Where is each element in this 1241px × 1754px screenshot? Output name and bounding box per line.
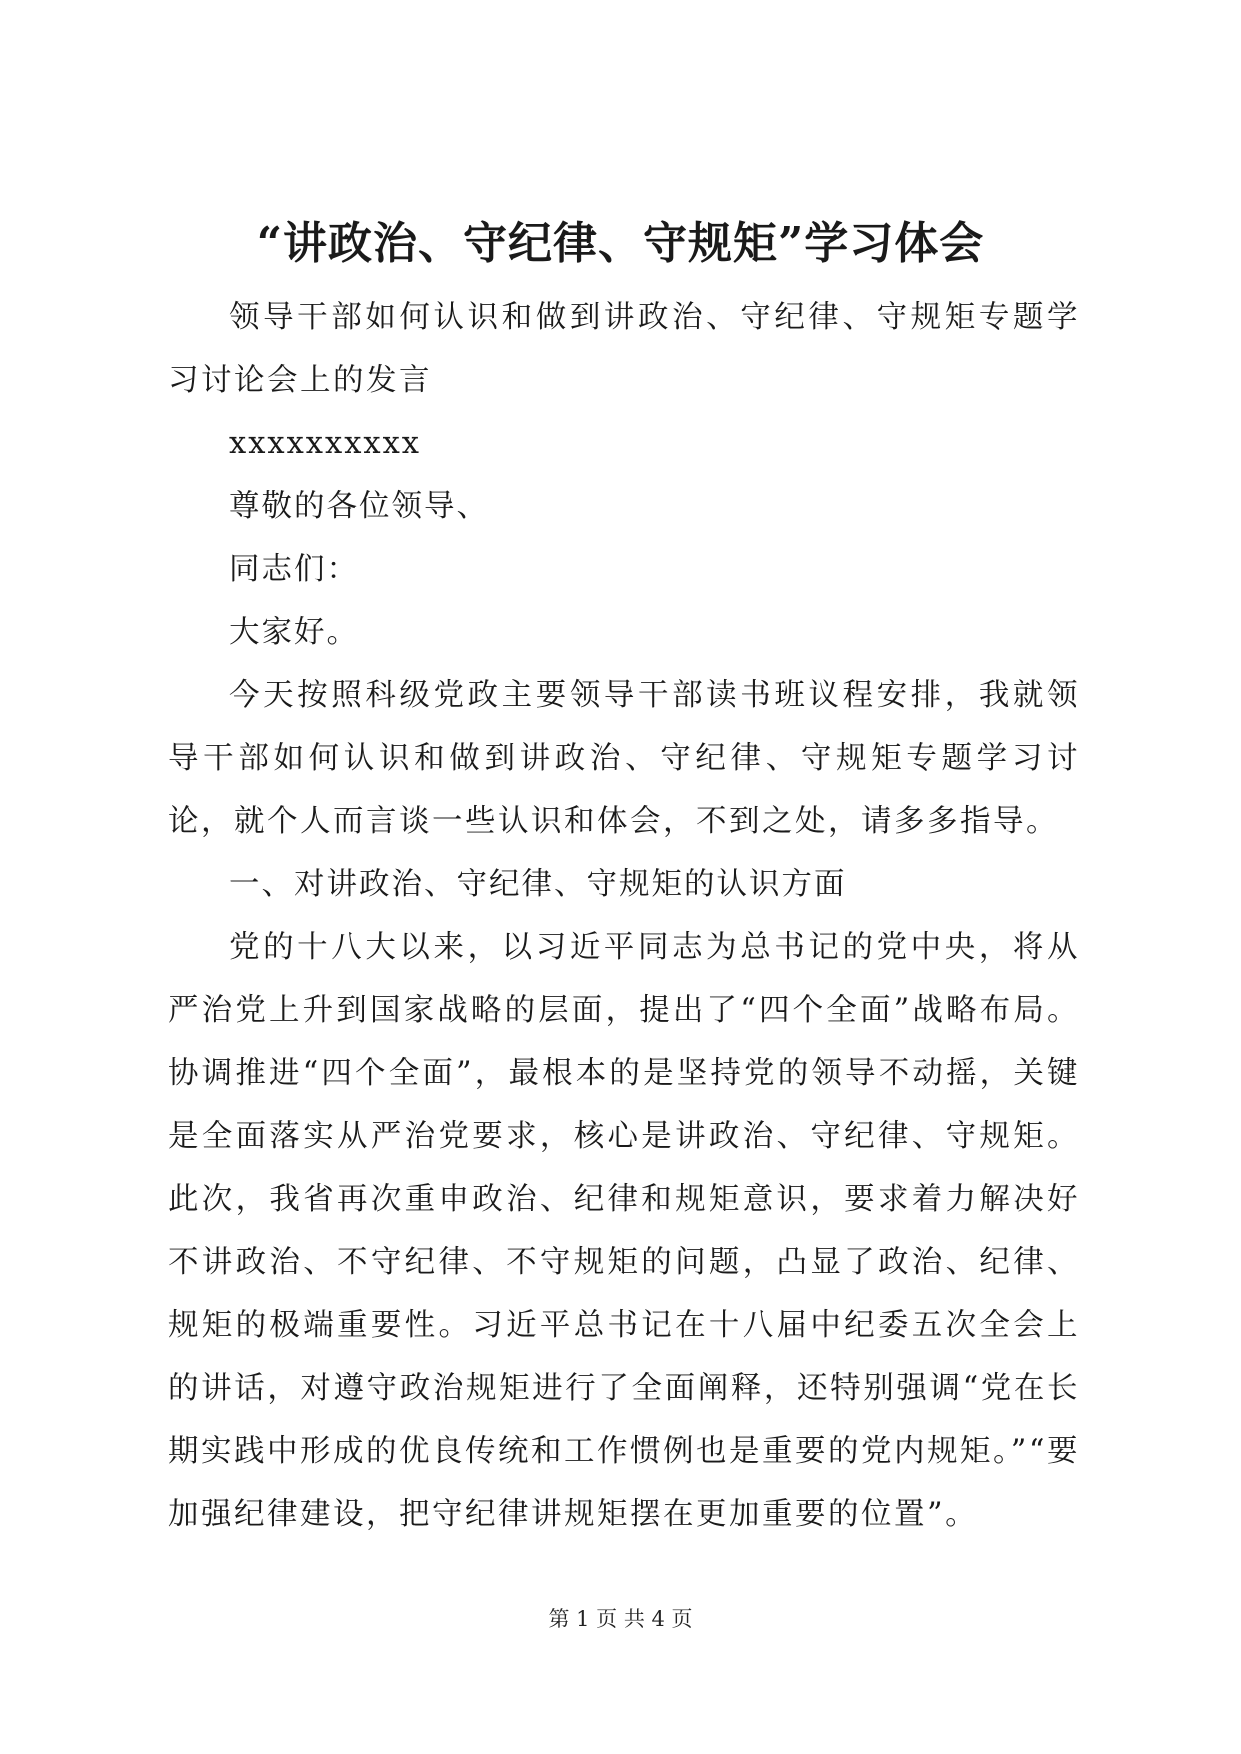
page-footer: 第 1 页 共 4 页 bbox=[548, 1607, 693, 1631]
paragraph-greeting: 大家好。 bbox=[229, 615, 359, 650]
paragraph-author: xxxxxxxxxx bbox=[229, 426, 422, 461]
document-body bbox=[168, 286, 1080, 1546]
paragraph-intro: 今天按照科级党政主要领导干部读书班议程安排，我就领导干部如何认识和做到讲政治、守纪律、守规矩专题学习讨论，就个人而言谈一些认识和体会，不到之处，请多多指导。 bbox=[168, 678, 1080, 839]
document-title: “讲政治、守纪律、守规矩”学习体会 bbox=[256, 218, 985, 269]
paragraph-salutation-2: 同志们： bbox=[229, 552, 359, 587]
paragraph-section-1: 党的十八大以来，以习近平同志为总书记的党中央，将从严治党上升到国家战略的层面，提出了“四个全面”战略布局。协调推进“四个全面”，最根本的是坚持党的领导不动摇，关键是全面落实从严治党要求，核心是讲政治、守纪律、守规矩。此次，我省再次重申政治、纪律和规矩意识，要求着力解决好不讲政治、不守纪律、不守规矩的问题，凸显了政治、纪律、规矩的极端重要性。习近平总书记在十八届中纪委五次全会上的讲话，对遵守政治规矩进行了全面阐释，还特别强调“党在长期实践中形成的优良传统和工作惯例也是重要的党内规矩。”“要加强纪律建设，把守纪律讲规矩摆在更加重要的位置”。 bbox=[168, 930, 1080, 1532]
section-heading-1: 一、对讲政治、守纪律、守规矩的认识方面 bbox=[229, 867, 847, 902]
paragraph-subtitle: 领导干部如何认识和做到讲政治、守纪律、守规矩专题学习讨论会上的发言 bbox=[168, 300, 1080, 398]
paragraph-salutation-1: 尊敬的各位领导、 bbox=[229, 489, 489, 524]
